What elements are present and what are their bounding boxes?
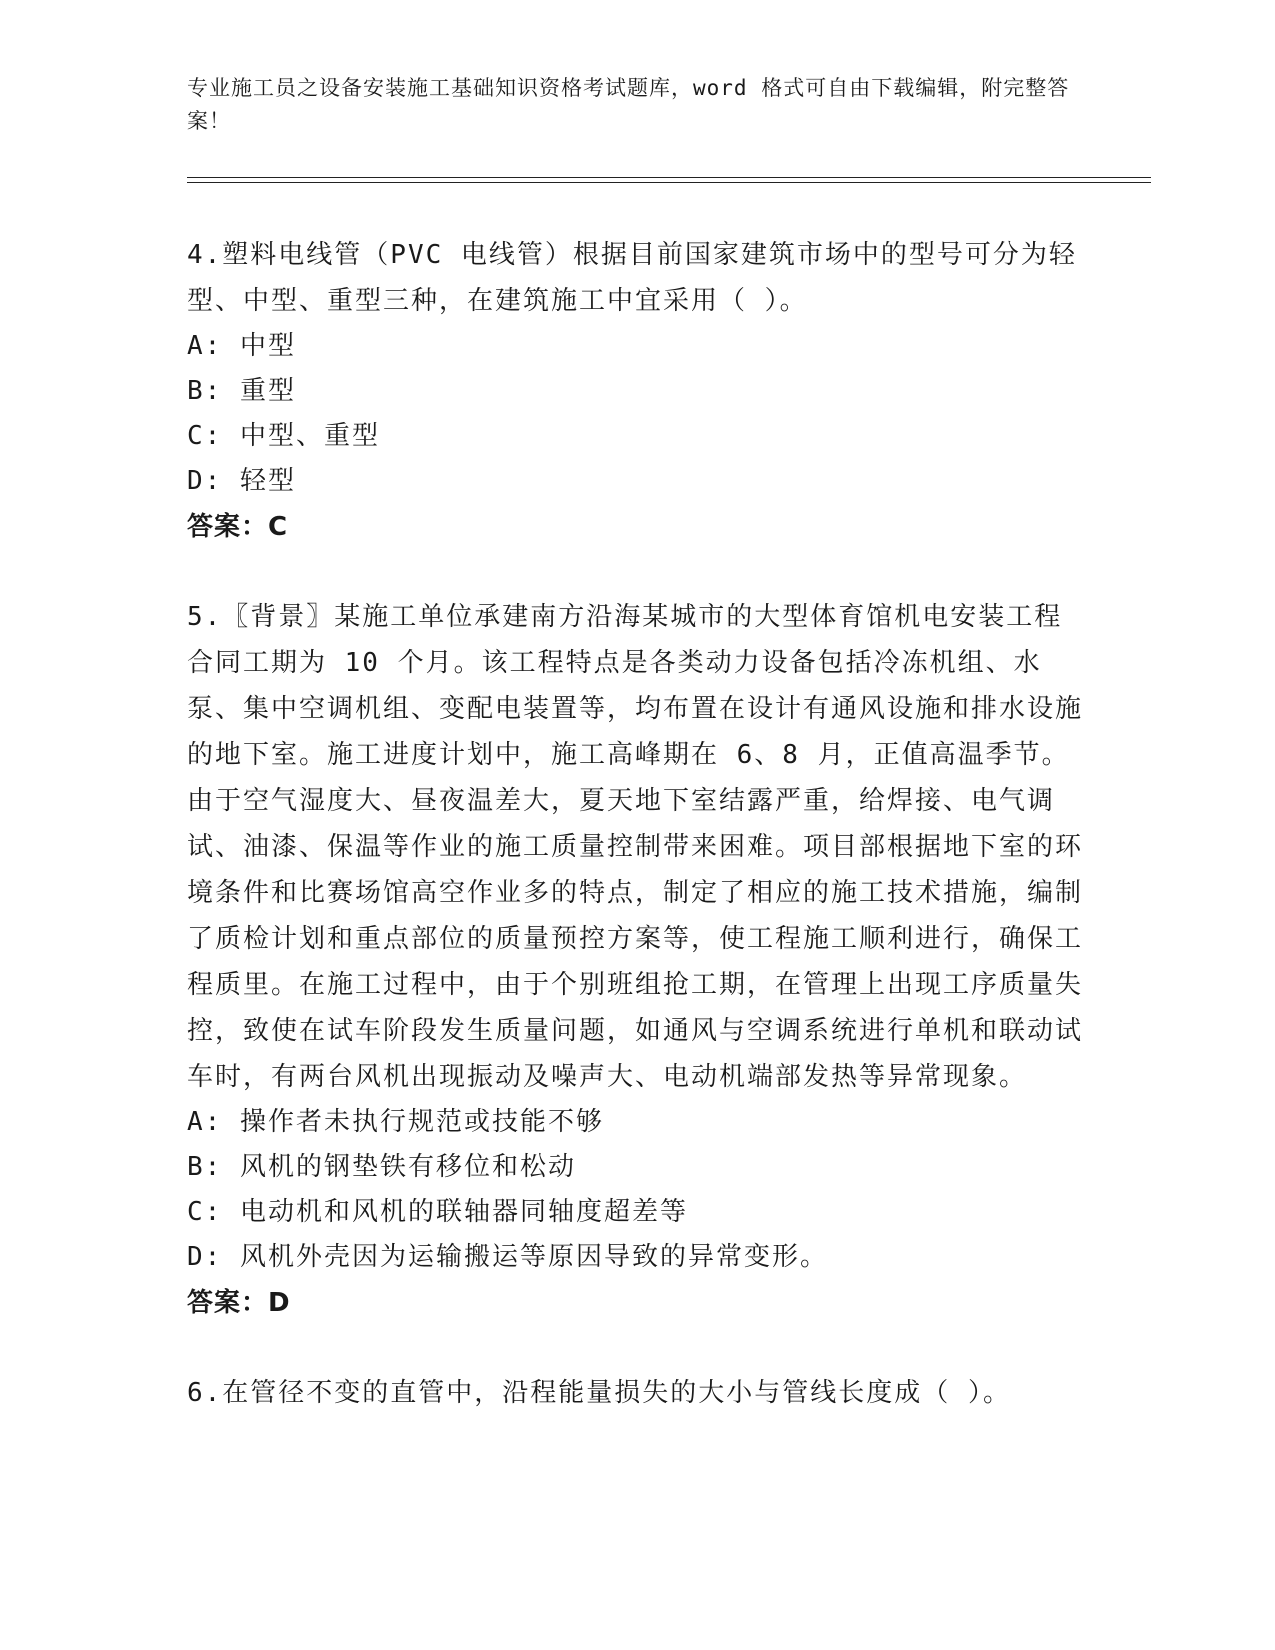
option-b: B: 重型 bbox=[187, 376, 296, 406]
question-6 bbox=[187, 1370, 1087, 1416]
document-header: 专业施工员之设备安装施工基础知识资格考试题库，word 格式可自由下载编辑，附完整答案！ bbox=[187, 76, 1070, 133]
header-divider-top bbox=[187, 177, 1151, 178]
option-d: D: 风机外壳因为运输搬运等原因导致的异常变形。 bbox=[187, 1242, 828, 1272]
answer-label: 答案：D bbox=[187, 1288, 291, 1318]
question-4 bbox=[187, 232, 1087, 550]
answer-label: 答案：C bbox=[187, 512, 289, 542]
question-list bbox=[187, 232, 1087, 1460]
option-d: D: 轻型 bbox=[187, 466, 296, 496]
question-stem: 4.塑料电线管（PVC 电线管）根据目前国家建筑市场中的型号可分为轻型、中型、重型三种，在建筑施工中宜采用（ ）。 bbox=[187, 240, 1077, 316]
option-c: C: 中型、重型 bbox=[187, 421, 380, 451]
option-b: B: 风机的钢垫铁有移位和松动 bbox=[187, 1152, 576, 1182]
option-a: A: 中型 bbox=[187, 331, 296, 361]
question-stem: 5.〖背景〗某施工单位承建南方沿海某城市的大型体育馆机电安装工程合同工期为 10 个月。该工程特点是各类动力设备包括冷冻机组、水泵、集中空调机组、变配电装置等，均布置在设计有通风设施和排水设施的地下室。施工进度计划中，施工高峰期在 6、8 月，正值高温季节。由于空气湿度大、昼夜温差大，夏天地下室结露严重，给焊接、电气调试、油漆、保温等作业的施工质量控制带来困难。项目部根据地下室的环境条件和比赛场馆高空作业多的特点，制定了相应的施工技术措施，编制了质检计划和重点部位的质量预控方案等，使工程施工顺利进行，确保工程质里。在施工过程中，由于个别班组抢工期，在管理上出现工序质量失控，致使在试车阶段发生质量问题，如通风与空调系统进行单机和联动试车时，有两台风机出现振动及噪声大、电动机端部发热等异常现象。 bbox=[187, 602, 1084, 1092]
question-stem: 6.在管径不变的直管中，沿程能量损失的大小与管线长度成（ ）。 bbox=[187, 1378, 1011, 1408]
question-5 bbox=[187, 594, 1087, 1326]
header-divider-bottom bbox=[187, 182, 1151, 183]
option-c: C: 电动机和风机的联轴器同轴度超差等 bbox=[187, 1197, 688, 1227]
option-a: A: 操作者未执行规范或技能不够 bbox=[187, 1107, 604, 1137]
